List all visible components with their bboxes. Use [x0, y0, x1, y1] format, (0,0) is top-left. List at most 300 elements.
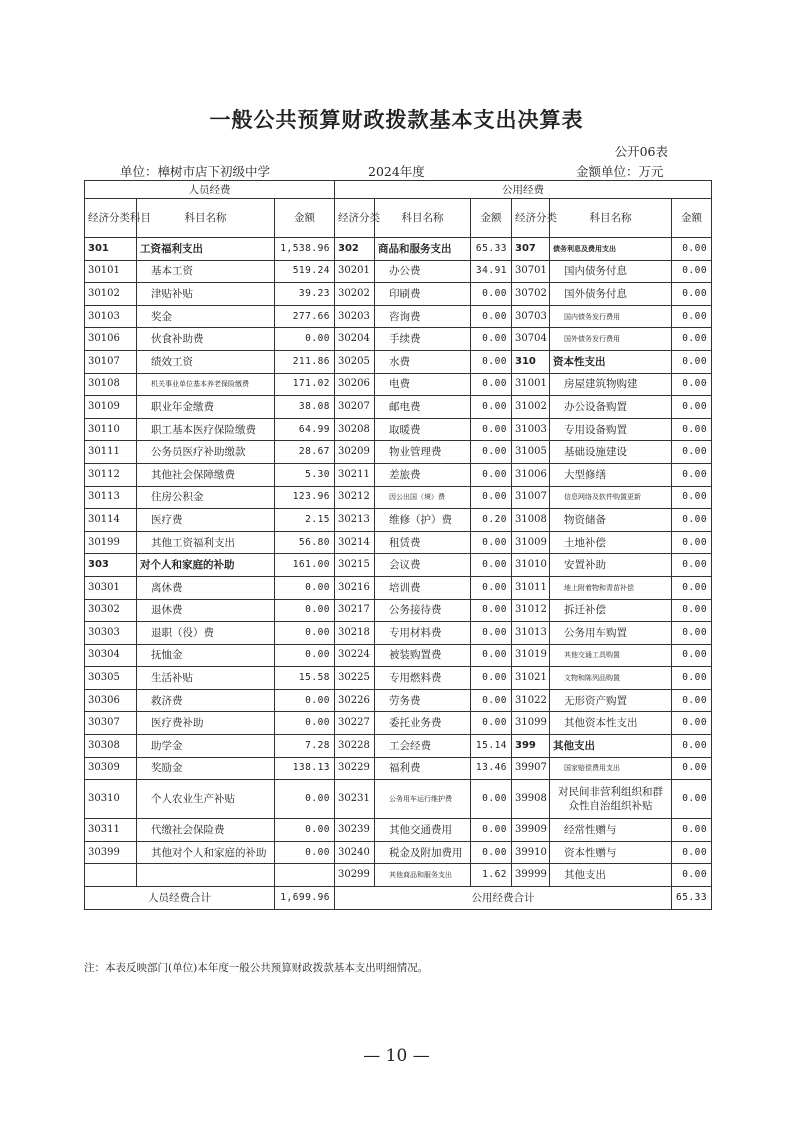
cell-amount: 0.00 [275, 328, 335, 351]
cell-code: 30702 [512, 283, 550, 306]
cell-name: 土地补偿 [550, 531, 672, 554]
cell-name: 房屋建筑物购建 [550, 373, 672, 396]
table-row [85, 735, 712, 758]
cell-code: 30106 [85, 328, 137, 351]
cell-amount: 277.66 [275, 305, 335, 328]
cell-name: 公务员医疗补助缴款 [137, 441, 275, 464]
cell-name: 印刷费 [375, 283, 471, 306]
cell-code: 30204 [335, 328, 375, 351]
cell-amount: 0.20 [471, 509, 512, 532]
cell-amount: 0.00 [471, 599, 512, 622]
table-row [85, 667, 712, 690]
cell-name: 物资储备 [550, 509, 672, 532]
cell-code: 39910 [512, 841, 550, 864]
cell-name: 其他资本性支出 [550, 712, 672, 735]
cell-code: 31012 [512, 599, 550, 622]
cell-code: 30111 [85, 441, 137, 464]
cell-name: 物业管理费 [375, 441, 471, 464]
cell-amount: 211.86 [275, 350, 335, 373]
cell-name: 租赁费 [375, 531, 471, 554]
cell-code: 31003 [512, 418, 550, 441]
cell-amount: 0.00 [275, 599, 335, 622]
cell-amount: 0.00 [471, 486, 512, 509]
col-header-code: 经济分类 [512, 199, 550, 238]
col-header-name: 科目名称 [137, 199, 275, 238]
cell-amount: 56.80 [275, 531, 335, 554]
cell-code: 30218 [335, 622, 375, 645]
cell-name: 其他商品和服务支出 [375, 864, 471, 887]
cell-code: 30308 [85, 735, 137, 758]
year-label: 2024年度 [368, 164, 425, 179]
cell-name: 安置补助 [550, 554, 672, 577]
table-row [85, 328, 712, 351]
cell-code: 30214 [335, 531, 375, 554]
cell-name: 伙食补助费 [137, 328, 275, 351]
cell-amount: 39.23 [275, 283, 335, 306]
col-header-code: 经济分类科目 [85, 199, 137, 238]
cell-code: 30305 [85, 667, 137, 690]
money-unit-label: 金额单位：万元 [576, 164, 664, 179]
cell-name: 国外债务付息 [550, 283, 672, 306]
cell-name: 电费 [375, 373, 471, 396]
cell-name: 助学金 [137, 735, 275, 758]
cell-name: 国外债务发行费用 [550, 328, 672, 351]
cell-name: 办公费 [375, 260, 471, 283]
cell-name: 手续费 [375, 328, 471, 351]
cell-amount: 0.00 [672, 373, 712, 396]
cell-code: 30101 [85, 260, 137, 283]
cell-name: 经常性赠与 [550, 819, 672, 842]
cell-name: 专用材料费 [375, 622, 471, 645]
table-row [85, 350, 712, 373]
cell-amount: 38.08 [275, 396, 335, 419]
table-row [85, 780, 712, 819]
cell-amount: 0.00 [471, 328, 512, 351]
cell-amount: 0.00 [471, 396, 512, 419]
cell-name: 资本性赠与 [550, 841, 672, 864]
table-row [85, 238, 712, 261]
cell-amount: 0.00 [672, 238, 712, 261]
table-row [85, 418, 712, 441]
cell-amount: 0.00 [672, 599, 712, 622]
cell-code: 30304 [85, 644, 137, 667]
cell-amount: 0.00 [471, 463, 512, 486]
cell-code: 30108 [85, 373, 137, 396]
cell-code: 31006 [512, 463, 550, 486]
page-number: — 10 — [363, 1046, 430, 1066]
cell-code: 30303 [85, 622, 137, 645]
cell-amount: 0.00 [471, 689, 512, 712]
cell-code: 31009 [512, 531, 550, 554]
col-header-amount: 金额 [672, 199, 712, 238]
cell-name [137, 864, 275, 887]
cell-amount: 0.00 [672, 260, 712, 283]
table-row [85, 305, 712, 328]
cell-amount: 0.00 [672, 283, 712, 306]
cell-name: 工资福利支出 [137, 238, 275, 261]
cell-code: 30307 [85, 712, 137, 735]
cell-code: 30302 [85, 599, 137, 622]
col-header-name: 科目名称 [375, 199, 471, 238]
cell-amount: 0.00 [471, 350, 512, 373]
cell-code: 30301 [85, 576, 137, 599]
cell-amount: 0.00 [471, 554, 512, 577]
table-row [85, 599, 712, 622]
cell-code: 39908 [512, 780, 550, 819]
cell-code: 39907 [512, 757, 550, 780]
cell-amount: 138.13 [275, 757, 335, 780]
cell-name: 邮电费 [375, 396, 471, 419]
page-title: 一般公共预算财政拨款基本支出决算表 [209, 108, 584, 132]
cell-amount: 0.00 [672, 441, 712, 464]
cell-name: 会议费 [375, 554, 471, 577]
cell-name: 对民间非营利组织和群众性自治组织补贴 [550, 780, 672, 819]
table-row [85, 373, 712, 396]
cell-code: 30217 [335, 599, 375, 622]
cell-name: 公务用车运行维护费 [375, 780, 471, 819]
cell-code: 30229 [335, 757, 375, 780]
cell-name: 拆迁补偿 [550, 599, 672, 622]
cell-amount: 0.00 [672, 486, 712, 509]
cell-code: 303 [85, 554, 137, 577]
cell-amount: 161.00 [275, 554, 335, 577]
cell-amount: 0.00 [275, 622, 335, 645]
cell-code: 30205 [335, 350, 375, 373]
cell-code: 30240 [335, 841, 375, 864]
table-row [85, 554, 712, 577]
cell-name: 专用设备购置 [550, 418, 672, 441]
cell-amount: 34.91 [471, 260, 512, 283]
cell-name: 劳务费 [375, 689, 471, 712]
table-row [85, 689, 712, 712]
cell-name: 抚恤金 [137, 644, 275, 667]
cell-amount: 64.99 [275, 418, 335, 441]
cell-name: 福利费 [375, 757, 471, 780]
cell-code: 30110 [85, 418, 137, 441]
table-row [85, 819, 712, 842]
cell-name: 职业年金缴费 [137, 396, 275, 419]
cell-amount: 0.00 [471, 644, 512, 667]
cell-name: 住房公积金 [137, 486, 275, 509]
cell-amount: 0.00 [672, 667, 712, 690]
personnel-total-value: 1,699.96 [275, 887, 335, 910]
cell-amount: 0.00 [672, 418, 712, 441]
table-row [85, 644, 712, 667]
cell-code: 30206 [335, 373, 375, 396]
cell-amount: 28.67 [275, 441, 335, 464]
cell-code: 30306 [85, 689, 137, 712]
cell-code: 31022 [512, 689, 550, 712]
cell-code: 30239 [335, 819, 375, 842]
cell-amount: 0.00 [471, 667, 512, 690]
cell-amount: 171.02 [275, 373, 335, 396]
cell-amount: 15.58 [275, 667, 335, 690]
public-total-value: 65.33 [672, 887, 712, 910]
cell-amount: 0.00 [275, 576, 335, 599]
cell-name: 生活补贴 [137, 667, 275, 690]
cell-code: 30703 [512, 305, 550, 328]
cell-name: 其他支出 [550, 735, 672, 758]
cell-name: 国内债务付息 [550, 260, 672, 283]
cell-name: 公务用车购置 [550, 622, 672, 645]
cell-name: 无形资产购置 [550, 689, 672, 712]
cell-amount: 0.00 [672, 554, 712, 577]
cell-amount: 0.00 [275, 689, 335, 712]
cell-code: 30228 [335, 735, 375, 758]
cell-amount: 5.30 [275, 463, 335, 486]
cell-code: 301 [85, 238, 137, 261]
cell-code: 31005 [512, 441, 550, 464]
cell-name: 委托业务费 [375, 712, 471, 735]
table-row [85, 531, 712, 554]
cell-code: 31019 [512, 644, 550, 667]
cell-amount: 65.33 [471, 238, 512, 261]
cell-amount: 0.00 [672, 780, 712, 819]
cell-name: 其他社会保障缴费 [137, 463, 275, 486]
cell-code: 31021 [512, 667, 550, 690]
cell-code: 30109 [85, 396, 137, 419]
cell-amount: 0.00 [471, 622, 512, 645]
cell-name: 医疗费 [137, 509, 275, 532]
cell-code: 30399 [85, 841, 137, 864]
cell-name: 离休费 [137, 576, 275, 599]
cell-name: 维修（护）费 [375, 509, 471, 532]
table-row [85, 441, 712, 464]
cell-code: 30299 [335, 864, 375, 887]
cell-name: 职工基本医疗保险缴费 [137, 418, 275, 441]
cell-amount: 15.14 [471, 735, 512, 758]
cell-amount: 0.00 [471, 780, 512, 819]
cell-name: 工会经费 [375, 735, 471, 758]
cell-amount: 0.00 [672, 644, 712, 667]
cell-code: 31011 [512, 576, 550, 599]
cell-amount: 0.00 [672, 689, 712, 712]
cell-amount: 0.00 [275, 780, 335, 819]
cell-amount: 0.00 [275, 712, 335, 735]
cell-code: 30215 [335, 554, 375, 577]
cell-name: 因公出国（境）费 [375, 486, 471, 509]
cell-name: 机关事业单位基本养老保险缴费 [137, 373, 275, 396]
cell-name: 专用燃料费 [375, 667, 471, 690]
table-row [85, 396, 712, 419]
cell-name: 被装购置费 [375, 644, 471, 667]
cell-name: 水费 [375, 350, 471, 373]
cell-code: 30203 [335, 305, 375, 328]
cell-amount: 13.46 [471, 757, 512, 780]
cell-code: 399 [512, 735, 550, 758]
table-code: 公开06表 [614, 144, 668, 159]
table-row [85, 841, 712, 864]
cell-code: 30225 [335, 667, 375, 690]
col-header-amount: 金额 [275, 199, 335, 238]
cell-name: 救济费 [137, 689, 275, 712]
cell-amount: 2.15 [275, 509, 335, 532]
cell-code: 39999 [512, 864, 550, 887]
cell-code: 30103 [85, 305, 137, 328]
cell-amount: 0.00 [672, 622, 712, 645]
cell-code: 30311 [85, 819, 137, 842]
cell-amount: 0.00 [672, 463, 712, 486]
table-row [85, 509, 712, 532]
cell-amount: 0.00 [672, 576, 712, 599]
cell-amount: 0.00 [672, 735, 712, 758]
cell-amount: 0.00 [471, 441, 512, 464]
cell-name: 取暖费 [375, 418, 471, 441]
cell-amount: 0.00 [471, 841, 512, 864]
table-row [85, 463, 712, 486]
cell-amount: 0.00 [672, 712, 712, 735]
cell-amount: 0.00 [672, 819, 712, 842]
cell-name: 其他对个人和家庭的补助 [137, 841, 275, 864]
cell-amount: 0.00 [275, 819, 335, 842]
cell-code: 30207 [335, 396, 375, 419]
cell-code: 31099 [512, 712, 550, 735]
cell-code: 30704 [512, 328, 550, 351]
table-row [85, 576, 712, 599]
cell-code [85, 864, 137, 887]
cell-amount: 7.28 [275, 735, 335, 758]
public-total-label: 公用经费合计 [335, 887, 672, 910]
cell-name: 退职（役）费 [137, 622, 275, 645]
cell-amount: 0.00 [672, 509, 712, 532]
cell-code: 30208 [335, 418, 375, 441]
cell-name: 办公设备购置 [550, 396, 672, 419]
cell-code: 30309 [85, 757, 137, 780]
cell-code: 39909 [512, 819, 550, 842]
public-section-header: 公用经费 [335, 181, 712, 199]
cell-amount: 0.00 [471, 418, 512, 441]
table-row [85, 486, 712, 509]
cell-code: 307 [512, 238, 550, 261]
cell-code: 30226 [335, 689, 375, 712]
cell-amount: 0.00 [471, 305, 512, 328]
cell-amount: 0.00 [672, 757, 712, 780]
cell-amount: 519.24 [275, 260, 335, 283]
cell-amount: 0.00 [275, 644, 335, 667]
cell-amount: 0.00 [471, 712, 512, 735]
cell-name: 津贴补贴 [137, 283, 275, 306]
col-header-name: 科目名称 [550, 199, 672, 238]
cell-code: 30114 [85, 509, 137, 532]
cell-code: 30701 [512, 260, 550, 283]
cell-code: 30102 [85, 283, 137, 306]
cell-code: 30227 [335, 712, 375, 735]
cell-code: 30201 [335, 260, 375, 283]
cell-name: 其他工资福利支出 [137, 531, 275, 554]
cell-name: 差旅费 [375, 463, 471, 486]
cell-name: 公务接待费 [375, 599, 471, 622]
cell-code: 302 [335, 238, 375, 261]
cell-name: 培训费 [375, 576, 471, 599]
cell-name: 其他交通费用 [375, 819, 471, 842]
cell-name: 咨询费 [375, 305, 471, 328]
expenditure-table [84, 180, 712, 910]
cell-amount: 123.96 [275, 486, 335, 509]
table-row [85, 622, 712, 645]
personnel-total-label: 人员经费合计 [85, 887, 275, 910]
cell-code: 30231 [335, 780, 375, 819]
cell-name: 税金及附加费用 [375, 841, 471, 864]
cell-name: 其他支出 [550, 864, 672, 887]
table-row [85, 260, 712, 283]
cell-code: 31010 [512, 554, 550, 577]
cell-name: 资本性支出 [550, 350, 672, 373]
cell-code: 30224 [335, 644, 375, 667]
cell-name: 基础设施建设 [550, 441, 672, 464]
unit-label: 单位：樟树市店下初级中学 [120, 164, 271, 179]
cell-name: 信息网络及软件购置更新 [550, 486, 672, 509]
cell-code: 31007 [512, 486, 550, 509]
cell-name: 大型修缮 [550, 463, 672, 486]
cell-amount [275, 864, 335, 887]
table-row [85, 757, 712, 780]
cell-amount: 0.00 [672, 328, 712, 351]
cell-code: 30310 [85, 780, 137, 819]
personnel-section-header: 人员经费 [85, 181, 335, 199]
cell-amount: 0.00 [471, 531, 512, 554]
cell-code: 30216 [335, 576, 375, 599]
cell-code: 31002 [512, 396, 550, 419]
cell-code: 31001 [512, 373, 550, 396]
cell-code: 30213 [335, 509, 375, 532]
cell-code: 310 [512, 350, 550, 373]
table-row [85, 712, 712, 735]
cell-code: 30209 [335, 441, 375, 464]
cell-name: 国内债务发行费用 [550, 305, 672, 328]
cell-amount: 0.00 [672, 841, 712, 864]
cell-name: 绩效工资 [137, 350, 275, 373]
cell-amount: 0.00 [672, 531, 712, 554]
cell-code: 30211 [335, 463, 375, 486]
col-header-amount: 金额 [471, 199, 512, 238]
cell-name: 奖金 [137, 305, 275, 328]
cell-name: 文物和陈列品购置 [550, 667, 672, 690]
cell-amount: 1.62 [471, 864, 512, 887]
cell-code: 30112 [85, 463, 137, 486]
cell-code: 30202 [335, 283, 375, 306]
cell-name: 代缴社会保险费 [137, 819, 275, 842]
totals-row [85, 887, 712, 910]
cell-amount: 0.00 [672, 350, 712, 373]
cell-amount: 0.00 [672, 864, 712, 887]
cell-amount: 1,538.96 [275, 238, 335, 261]
col-header-code: 经济分类 [335, 199, 375, 238]
cell-amount: 0.00 [471, 373, 512, 396]
cell-code: 30107 [85, 350, 137, 373]
table-row [85, 283, 712, 306]
table-row [85, 864, 712, 887]
cell-code: 30113 [85, 486, 137, 509]
cell-amount: 0.00 [672, 396, 712, 419]
cell-name: 对个人和家庭的补助 [137, 554, 275, 577]
cell-name: 医疗费补助 [137, 712, 275, 735]
cell-amount: 0.00 [471, 819, 512, 842]
cell-name: 其他交通工具购置 [550, 644, 672, 667]
cell-code: 31013 [512, 622, 550, 645]
cell-amount: 0.00 [471, 576, 512, 599]
cell-name: 个人农业生产补贴 [137, 780, 275, 819]
cell-code: 30199 [85, 531, 137, 554]
cell-name: 地上附着物和青苗补偿 [550, 576, 672, 599]
cell-amount: 0.00 [275, 841, 335, 864]
cell-amount: 0.00 [672, 305, 712, 328]
cell-code: 31008 [512, 509, 550, 532]
cell-name: 退休费 [137, 599, 275, 622]
cell-name: 奖励金 [137, 757, 275, 780]
cell-name: 商品和服务支出 [375, 238, 471, 261]
cell-name: 国家赔偿费用支出 [550, 757, 672, 780]
footnote: 注：本表反映部门(单位)本年度一般公共预算财政拨款基本支出明细情况。 [84, 962, 429, 974]
